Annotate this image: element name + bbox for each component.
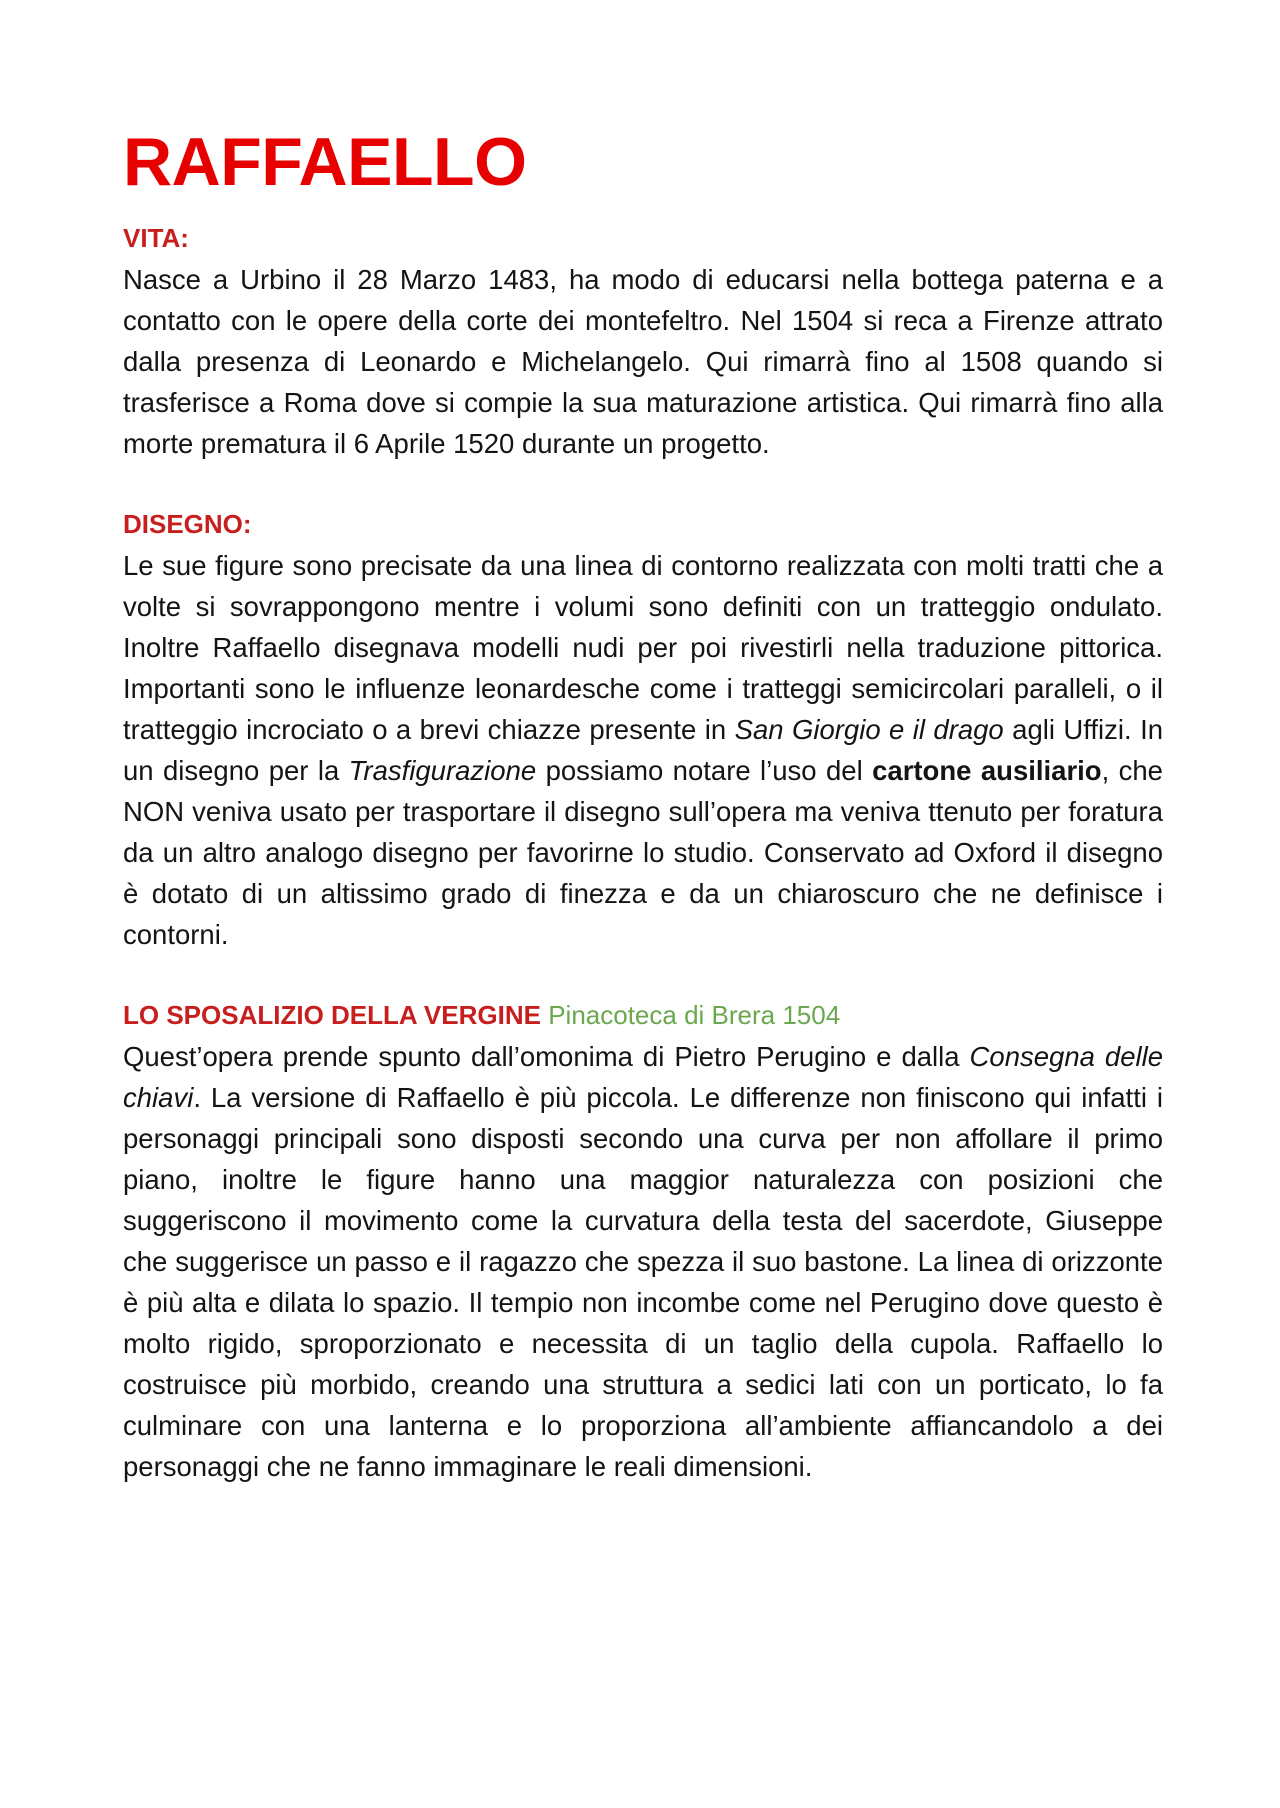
- text-run: . La versione di Raffaello è più piccola. Le differenze non finiscono qui infatti i personaggi principali sono disposti secondo una curva per non affollare il primo piano, inoltre le figure hanno una maggior naturalezza con posizioni che suggeriscono il movimento come la curvatura della testa del sacerdote, Giuseppe che suggerisce un passo e il ragazzo che spezza il suo bastone. La linea di orizzonte è più alta e dilata lo spazio. Il tempio non incombe come nel Perugino dove questo è molto rigido, sproporzionato e necessita di un taglio della cupola. Raffaello lo costruisce più morbido, creando una struttura a sedici lati con un porticato, lo fa culminare con una lanterna e lo proporziona all’ambiente affiancandolo a dei personaggi che ne fanno immaginare le reali dimensioni.: [123, 1082, 1163, 1482]
- paragraph-sposalizio: [123, 1036, 1163, 1487]
- artwork-title-consegna-chiavi: Consegna delle chiavi: [123, 1041, 1163, 1113]
- page-title: RAFFAELLO: [123, 124, 527, 200]
- text-run: , che NON veniva usato per trasportare il disegno sull’opera ma veniva ttenuto per foratura da un altro analogo disegno per favorirne lo studio. Conservato ad Oxford il disegno è dotato di un altissimo grado di finezza e da un chiaroscuro che ne definisce i contorni.: [123, 755, 1163, 950]
- paragraph-disegno: [123, 545, 1163, 955]
- section-heading-vita: VITA:: [123, 223, 189, 253]
- section-sposalizio: [123, 995, 1163, 1487]
- heading-location: Pinacoteca di Brera 1504: [548, 1000, 841, 1030]
- paragraph-vita: Nasce a Urbino il 28 Marzo 1483, ha modo di educarsi nella bottega paterna e a contatto con le opere della corte dei montefeltro. Nel 1504 si reca a Firenze attrato dalla presenza di Leonardo e Michelangelo. Qui rimarrà fino al 1508 quando si trasferisce a Roma dove si compie la sua maturazione artistica. Qui rimarrà fino alla morte prematura il 6 Aprile 1520 durante un progetto.: [123, 264, 1163, 459]
- section-heading-sposalizio: [123, 995, 1163, 1036]
- text-run: Le sue figure sono precisate da una linea di contorno realizzata con molti tratti che a volte si sovrappongono mentre i volumi sono definiti con un tratteggio ondulato. Inoltre Raffaello disegnava modelli nudi per poi rivestirli nella traduzione pittorica. Importanti sono le influenze leonardesche come i tratteggi semicircolari paralleli, o il tratteggio incrociato o a brevi chiazze presente in: [123, 550, 1163, 745]
- section-heading-disegno: DISEGNO:: [123, 509, 252, 539]
- heading-title: LO SPOSALIZIO DELLA VERGINE: [123, 1000, 541, 1030]
- term-cartone-ausiliario: cartone ausiliario: [872, 755, 1102, 786]
- text-run: agli Uffizi. In un disegno per la: [123, 714, 1163, 786]
- artwork-title-trasfigurazione: Trasfigurazione: [348, 755, 537, 786]
- text-run: possiamo notare l’uso del: [536, 755, 873, 786]
- text-run: Quest’opera prende spunto dall’omonima di Pietro Perugino e dalla: [123, 1041, 970, 1072]
- artwork-title-san-giorgio: San Giorgio e il drago: [734, 714, 1004, 745]
- section-disegno: [123, 504, 1163, 955]
- document-page: [123, 124, 1163, 1487]
- section-vita: [123, 218, 1163, 464]
